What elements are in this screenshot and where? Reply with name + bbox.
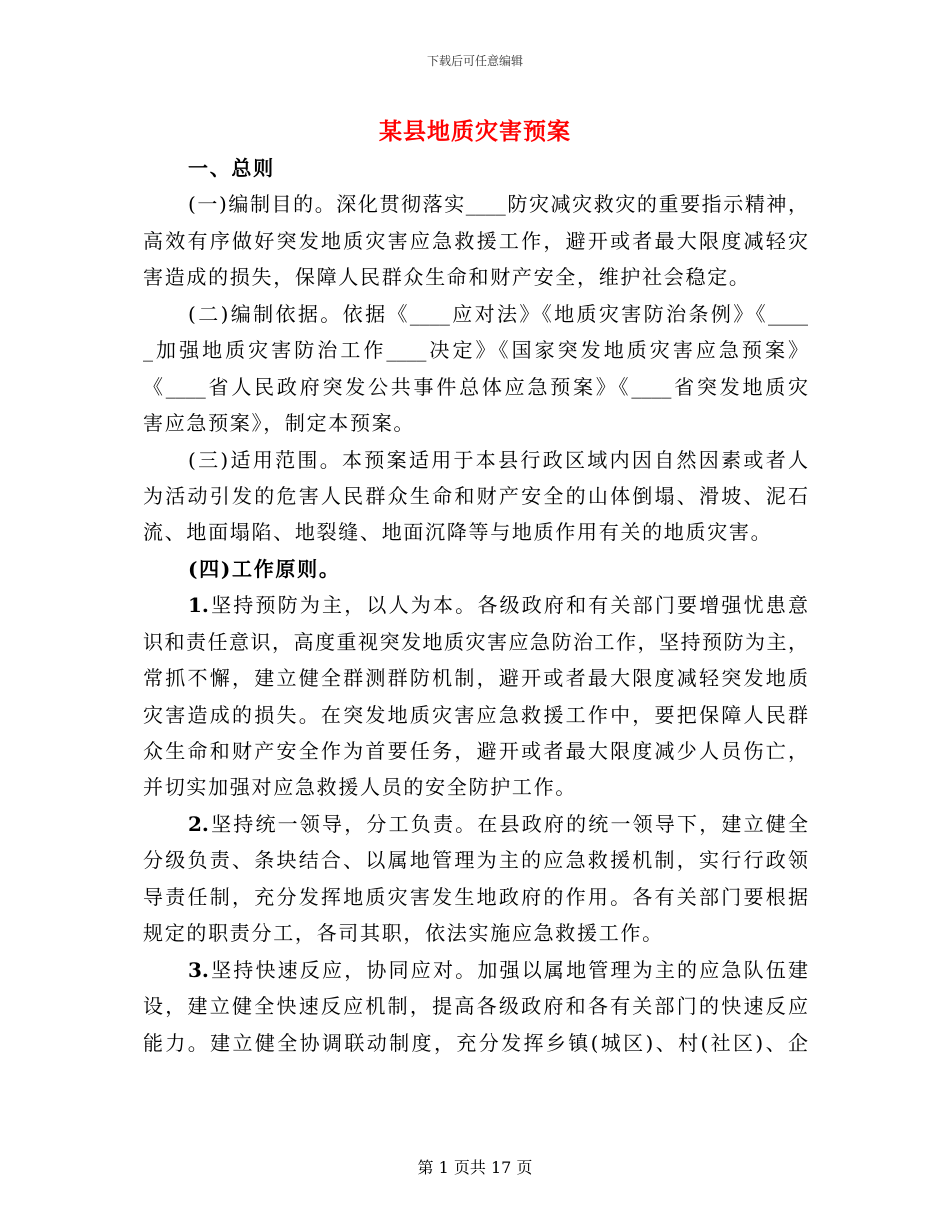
principle1-line4: 灾害造成的损失。在突发地质灾害应急救援工作中，要把保障人民群 xyxy=(143,702,808,727)
principle2-line3: 导责任制，充分发挥地质灾害发生地政府的作用。各有关部门要根据 xyxy=(143,884,808,909)
para1-line1: (一)编制目的。深化贯彻落实____防灾减灾救灾的重要指示精神， xyxy=(188,192,808,217)
section-heading-general: 一、总则 xyxy=(188,156,275,180)
principle1-number: 1. xyxy=(188,593,209,618)
page-footer-number: 第 1 页共 17 页 xyxy=(417,1158,533,1177)
document-title: 某县地质灾害预案 xyxy=(379,118,571,145)
para2-line1: (二)编制依据。依据《____应对法》《地质灾害防治条例》《____ xyxy=(188,301,808,326)
para2-line2: _加强地质灾害防治工作____决定》《国家突发地质灾害应急预案》 xyxy=(143,338,808,363)
para3-line3: 流、地面塌陷、地裂缝、地面沉降等与地质作用有关的地质灾害。 xyxy=(143,520,773,545)
principle2-line2: 分级负责、条块结合、以属地管理为主的应急救援机制，实行行政领 xyxy=(143,848,808,873)
principle3-text: 坚持快速反应，协同应对。加强以属地管理为主的应急队伍建 xyxy=(208,957,808,982)
principle2-line4: 规定的职责分工，各司其职，依法实施应急救援工作。 xyxy=(143,921,664,946)
principle1-text: 坚持预防为主，以人为本。各级政府和有关部门要增强忧患意 xyxy=(208,593,808,618)
para3-line1: (三)适用范围。本预案适用于本县行政区域内因自然因素或者人 xyxy=(188,447,808,472)
principle2-text: 坚持统一领导，分工负责。在县政府的统一领导下，建立健全 xyxy=(208,811,808,836)
para1-line3: 害造成的损失，保障人民群众生命和财产安全，维护社会稳定。 xyxy=(143,265,751,290)
principle2-line1 xyxy=(143,806,808,842)
principle3-line2: 设，建立健全快速反应机制，提高各级政府和各有关部门的快速反应 xyxy=(143,994,808,1019)
principle2-number: 2. xyxy=(188,811,209,836)
para3-line2: 为活动引发的危害人民群众生命和财产安全的山体倒塌、滑坡、泥石 xyxy=(143,483,808,508)
principle1-line1 xyxy=(143,587,808,623)
principle3-number: 3. xyxy=(188,957,209,982)
page-header-note: 下载后可任意编辑 xyxy=(426,54,523,68)
principle3-line3: 能力。建立健全协调联动制度，充分发挥乡镇(城区)、村(社区)、企 xyxy=(143,1030,808,1055)
subheading-work-principles: (四)工作原则。 xyxy=(188,556,341,581)
para2-line3: 《____省人民政府突发公共事件总体应急预案》《____省突发地质灾 xyxy=(143,374,808,399)
para2-line4: 害应急预案》，制定本预案。 xyxy=(143,411,416,436)
principle1-line3: 常抓不懈，建立健全群测群防机制，避开或者最大限度减轻突发地质 xyxy=(143,666,808,691)
principle1-line6: 并切实加强对应急救援人员的安全防护工作。 xyxy=(143,775,577,800)
document-body xyxy=(143,150,808,1061)
principle3-line1 xyxy=(143,952,808,988)
principle1-line5: 众生命和财产安全作为首要任务，避开或者最大限度减少人员伤亡， xyxy=(143,739,808,763)
para1-line2: 高效有序做好突发地质灾害应急救援工作，避开或者最大限度减轻灾 xyxy=(143,228,808,253)
principle1-line2: 识和责任意识，高度重视突发地质灾害应急防治工作，坚持预防为主， xyxy=(143,629,808,654)
